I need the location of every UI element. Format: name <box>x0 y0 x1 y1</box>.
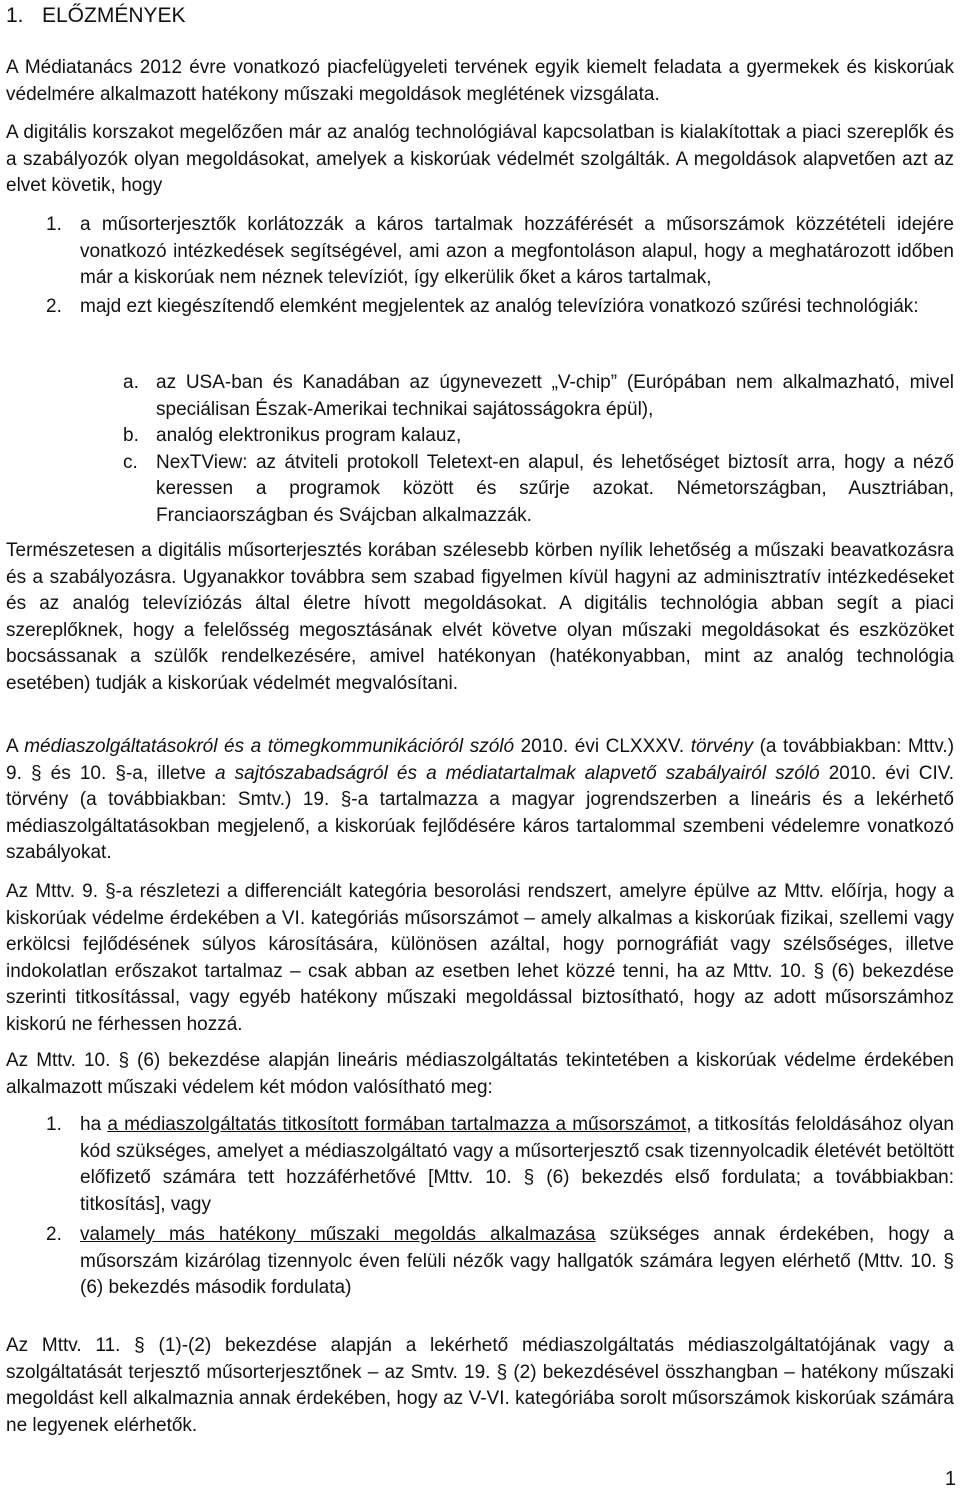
paragraph-intro: A Médiatanács 2012 évre vonatkozó piacfelügyeleti tervének egyik kiemelt feladata a gyermekek és kiskorúak védelmére alkalmazott hatékony műszaki megoldások meglétének vizsgálata. <box>6 57 954 105</box>
list-item: 1. a műsorterjesztők korlátozzák a káros tartalmak hozzáférését a műsorszámok közzétételi idejére vonatkozó intézkedések segítségével, ami azon a megfontoláson alapul, hogy a meghatározott időben már a kiskorúak nem néznek televíziót, így elkerülik őket a káros tartalmak, <box>46 214 954 288</box>
paragraph-category: Az Mttv. 9. §-a részletezi a differenciált kategória besorolási rendszert, amelyre épülve az Mttv. előírja, hogy a kiskorúak védelme érdekében a VI. kategóriás műsorszámot – amely alkalmas a kiskorúak fizikai, szellemi vagy erkölcsi fejlődésének súlyos károsítására, különösen azáltal, hogy pornográfiát vagy szélsőséges, illetve indokolatlan erőszakot tartalmaz – csak abban az esetben lehet közzé tenni, ha az Mttv. 10. § (6) bekezdése szerinti titkosítással, vagy egyéb hatékony műszaki megoldással biztosítható, hogy az adott műsorszámhoz kiskorú ne férhessen hozzá. <box>6 881 954 1035</box>
heading-title: ELŐZMÉNYEK <box>42 4 186 27</box>
paragraph-on-demand: Az Mttv. 11. § (1)-(2) bekezdése alapján a lekérhető médiaszolgáltatás médiaszolgáltatójának vagy a szolgáltatását terjesztő műsorterjesztőnek – az Smtv. 19. § (2) bekezdésével összhangban – hatékony műszaki megoldást kell alkalmaznia annak érdekében, hogy az V-VI. kategóriába sorolt műsorszámok kiskorúak számára ne legyenek elérhetők. <box>6 1335 954 1436</box>
list-item: c. NexTView: az átviteli protokoll Teletext-en alapul, és lehetőséget biztosít arra, hogy a néző keressen a programok között és szűrje azokat. Németországban, Ausztriában, Franciaországban és Svájcban alkalmazzák. <box>123 451 954 526</box>
protection-list <box>46 1112 954 1302</box>
list-item: b. analóg elektronikus program kalauz, <box>123 425 462 446</box>
list-item: a. az USA-ban és Kanadában az úgynevezett „V-chip” (Európában nem alkalmazható, mivel speciálisan Észak-Amerikai technikai sajátosságokra épül), <box>123 372 954 420</box>
heading-number: 1. <box>6 4 24 27</box>
list-item: 1. ha a médiaszolgáltatás titkosított formában tartalmazza a műsorszámot, a titkosítás feloldásához olyan kód szükséges, amelyet a médiaszolgáltató vagy a műsorterjesztő csak tizennyolcadik életévét betöltött előfizető számára tett hozzáférhetővé [Mttv. 10. § (6) bekezdés első fordulata; a továbbiakban: titkosítás], vagy <box>46 1114 954 1215</box>
paragraph-linear: Az Mttv. 10. § (6) bekezdése alapján lineáris médiaszolgáltatás tekintetében a kiskorúak védelme érdekében alkalmazott műszaki védelem két módon valósítható meg: <box>6 1050 954 1098</box>
section-heading <box>6 2 186 30</box>
technology-sublist <box>123 370 954 529</box>
paragraph-legal-basis: A médiaszolgáltatásokról és a tömegkommunikációról szóló 2010. évi CLXXXV. törvény (a továbbiakban: Mttv.) 9. § és 10. §-a, illetve a sajtószabadságról és a médiatartalmak alapvető szabályairól szóló 2010. évi CIV. törvény (a továbbiakban: Smtv.) 19. §-a tartalmazza a magyar jogrendszerben a lineáris és a lekérhető médiaszolgáltatásokban megjelenő, a kiskorúak fejlődésére káros tartalommal szembeni védelemre vonatkozó szabályokat. <box>6 736 955 863</box>
list-item: 2. majd ezt kiegészítendő elemként megjelentek az analóg televízióra vonatkozó szűrési technológiák: <box>46 295 919 317</box>
paragraph-analog: A digitális korszakot megelőzően már az analóg technológiával kapcsolatban is kialakítottak a piaci szereplők és a szabályozók olyan megoldásokat, amelyek a kiskorúak védelmét szolgálták. A megoldások alapvetően azt az elvet követik, hogy <box>6 122 954 196</box>
list-item: 2. valamely más hatékony műszaki megoldás alkalmazása szükséges annak érdekében, hogy a műsorszám kizárólag tizennyolc éven felüli nézők vagy hallgatók számára legyen elérhető (Mttv. 10. § (6) bekezdés második fordulata) <box>46 1224 954 1298</box>
principles-list <box>46 212 954 320</box>
paragraph-digital: Természetesen a digitális műsorterjesztés korában szélesebb körben nyílik lehetőség a műszaki beavatkozásra és a szabályozásra. Ugyanakkor továbbra sem szabad figyelmen kívül hagyni az adminisztratív intézkedéseket és az analóg televíziózás által életre hívott megoldásokat. A digitális technológia abban segít a piaci szereplőknek, hogy a felelősség megosztásának elvét követve olyan műszaki megoldásokat és eszközöket bocsássanak a szülők rendelkezésére, amivel hatékonyan (hatékonyabban, mint az analóg technológia esetében) tudják a kiskorúak védelmét megvalósítani. <box>6 540 954 694</box>
page-number: 1 <box>944 1468 956 1490</box>
